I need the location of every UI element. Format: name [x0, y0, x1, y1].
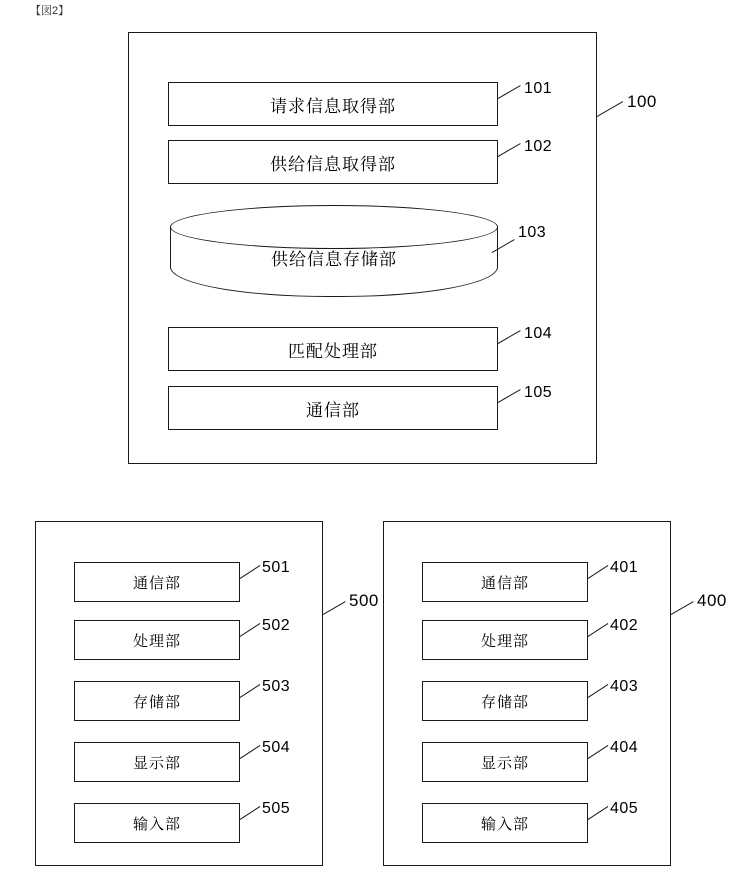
refnum-504: 504 [262, 739, 291, 756]
refnum-402: 402 [610, 617, 639, 634]
refnum-101: 101 [524, 80, 553, 97]
refnum-405: 405 [610, 800, 639, 817]
module-display-500 [74, 742, 240, 782]
module-display-400 [422, 742, 588, 782]
module-label: 供给信息存储部 [271, 250, 397, 269]
refnum-502: 502 [262, 617, 291, 634]
refnum-102: 102 [524, 138, 553, 155]
module-label: 供给信息取得部 [270, 154, 396, 174]
module-processing-500 [74, 620, 240, 660]
module-input-400 [422, 803, 588, 843]
refnum-400: 400 [697, 591, 727, 610]
module-communication-500 [74, 562, 240, 602]
refnum-501: 501 [262, 559, 291, 576]
refnum-403: 403 [610, 678, 639, 695]
module-communication-server [168, 386, 498, 430]
cylinder-top [170, 205, 498, 249]
refnum-404: 404 [610, 739, 639, 756]
module-label: 输入部 [480, 815, 529, 833]
module-label: 匹配处理部 [288, 341, 378, 361]
module-communication-400 [422, 562, 588, 602]
refnum-100: 100 [627, 92, 657, 111]
module-request-info-acquisition [168, 82, 498, 126]
leader-line-500 [323, 601, 346, 615]
module-matching-processing [168, 327, 498, 371]
module-label: 处理部 [480, 632, 529, 650]
module-label: 通信部 [480, 574, 529, 592]
module-label: 显示部 [480, 754, 529, 772]
refnum-503: 503 [262, 678, 291, 695]
module-label: 输入部 [132, 815, 181, 833]
module-label: 通信部 [306, 400, 360, 420]
module-label: 存储部 [480, 693, 529, 711]
refnum-401: 401 [610, 559, 639, 576]
refnum-505: 505 [262, 800, 291, 817]
module-label: 处理部 [132, 632, 181, 650]
module-label: 存储部 [132, 693, 181, 711]
refnum-500: 500 [349, 591, 379, 610]
refnum-104: 104 [524, 325, 553, 342]
leader-line-100 [597, 101, 624, 117]
module-label: 显示部 [132, 754, 181, 772]
module-input-500 [74, 803, 240, 843]
module-label: 通信部 [132, 574, 181, 592]
module-storage-400 [422, 681, 588, 721]
refnum-103: 103 [518, 224, 547, 241]
module-processing-400 [422, 620, 588, 660]
leader-line-400 [671, 601, 694, 615]
module-storage-500 [74, 681, 240, 721]
module-supply-info-storage [170, 205, 498, 297]
module-supply-info-acquisition [168, 140, 498, 184]
module-label: 请求信息取得部 [270, 96, 396, 116]
figure-corner-mark: 【図2】 [30, 5, 70, 17]
refnum-105: 105 [524, 384, 553, 401]
